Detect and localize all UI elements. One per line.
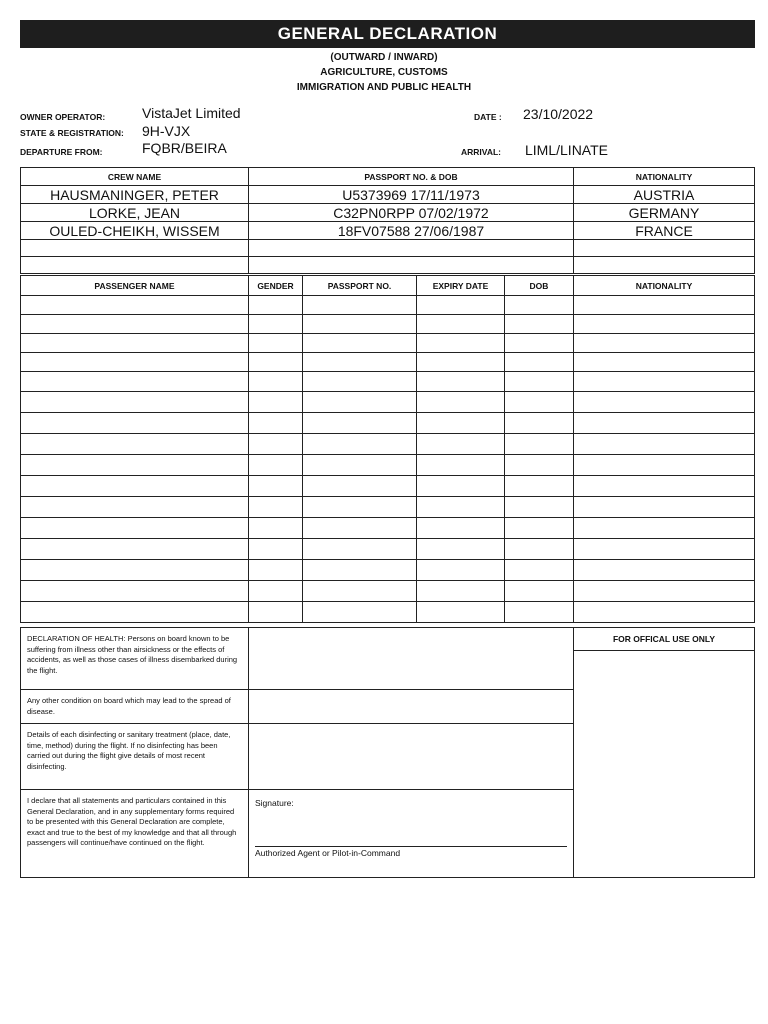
passport-no-cell[interactable] [303,413,417,434]
passenger-nationality-cell[interactable] [574,353,755,372]
crew-passport-cell: 18FV07588 27/06/1987 [249,222,574,240]
passenger-row [21,560,755,581]
passport-no-cell[interactable] [303,581,417,602]
passenger-row [21,372,755,392]
passport-no-cell[interactable] [303,539,417,560]
passenger-row [21,413,755,434]
gender-cell[interactable] [249,560,303,581]
gender-cell[interactable] [249,315,303,334]
dob-cell[interactable] [505,560,574,581]
statement-text: I declare that all statements and particulars contained in this General Declaration, and in any supplementary forms required to be presented with this General Declaration are complete, exact and true to the best of my knowledge and that all through passengers will continue/have continued on the flight. [21,790,249,878]
disinfecting-text: Details of each disinfecting or sanitary treatment (place, date, time, method) during the flight. If no disinfecting has been carried out during the flight give details of most recent disinfecting. [21,724,249,790]
expiry-date-cell[interactable] [417,560,505,581]
arrival-label: ARRIVAL: [461,147,501,157]
state-registration-value: 9H-VJX [142,123,191,139]
subtitle-direction: (OUTWARD / INWARD) [330,52,438,63]
passenger-nationality-cell[interactable] [574,372,755,392]
crew-name-cell: LORKE, JEAN [21,204,249,222]
health-declaration-field[interactable] [249,628,574,690]
passport-no-cell[interactable] [303,602,417,623]
crew-nationality-cell[interactable] [574,257,755,274]
passenger-nationality-cell[interactable] [574,497,755,518]
crew-nationality-cell: AUSTRIA [574,186,755,204]
date-label: DATE : [474,112,502,122]
expiry-date-cell[interactable] [417,497,505,518]
passenger-name-cell[interactable] [21,334,249,353]
expiry-date-cell[interactable] [417,353,505,372]
gender-cell[interactable] [249,497,303,518]
passenger-row [21,455,755,476]
gender-cell[interactable] [249,413,303,434]
passenger-row [21,353,755,372]
dob-cell[interactable] [505,296,574,315]
passenger-name-cell[interactable] [21,581,249,602]
passport-no-cell[interactable] [303,434,417,455]
passenger-nationality-cell[interactable] [574,296,755,315]
gender-cell[interactable] [249,518,303,539]
crew-row [21,240,755,257]
expiry-date-cell[interactable] [417,581,505,602]
signature-label: Signature: [255,798,294,808]
gender-cell[interactable] [249,296,303,315]
passenger-name-cell[interactable] [21,497,249,518]
state-registration-label: STATE & REGISTRATION: [20,128,124,138]
crew-name-cell[interactable] [21,240,249,257]
crew-header-row [21,168,755,186]
dob-cell[interactable] [505,518,574,539]
passenger-name-cell[interactable] [21,296,249,315]
passenger-name-cell[interactable] [21,372,249,392]
gender-cell[interactable] [249,476,303,497]
passenger-nationality-header: NATIONALITY [574,276,755,296]
crew-row [21,186,755,204]
passenger-row [21,434,755,455]
passenger-row [21,334,755,353]
passenger-name-cell[interactable] [21,518,249,539]
health-row [21,628,755,690]
crew-passport-cell: C32PN0RPP 07/02/1972 [249,204,574,222]
crew-table [20,167,755,274]
departure-value: FQBR/BEIRA [142,140,227,156]
gender-cell[interactable] [249,539,303,560]
passenger-name-header: PASSENGER NAME [21,276,249,296]
other-condition-text: Any other condition on board which may lead to the spread of disease. [21,690,249,724]
gender-header: GENDER [249,276,303,296]
passenger-nationality-cell[interactable] [574,560,755,581]
crew-row [21,257,755,274]
date-value: 23/10/2022 [523,106,594,122]
passenger-row [21,602,755,623]
dob-cell[interactable] [505,434,574,455]
crew-passport-cell: U5373969 17/11/1973 [249,186,574,204]
passenger-row [21,315,755,334]
passenger-nationality-cell[interactable] [574,434,755,455]
passenger-name-cell[interactable] [21,315,249,334]
expiry-date-cell[interactable] [417,413,505,434]
gender-cell[interactable] [249,353,303,372]
dob-cell[interactable] [505,413,574,434]
dob-cell[interactable] [505,581,574,602]
gender-cell[interactable] [249,392,303,413]
crew-passport-cell[interactable] [249,257,574,274]
gender-cell[interactable] [249,602,303,623]
passenger-name-cell[interactable] [21,353,249,372]
subtitle-immigration: IMMIGRATION AND PUBLIC HEALTH [296,82,472,93]
passenger-name-cell[interactable] [21,476,249,497]
expiry-date-cell[interactable] [417,518,505,539]
expiry-date-cell[interactable] [417,296,505,315]
passport-no-cell[interactable] [303,334,417,353]
dob-cell[interactable] [505,315,574,334]
expiry-date-cell[interactable] [417,434,505,455]
passenger-nationality-cell[interactable] [574,476,755,497]
crew-nationality-cell: FRANCE [574,222,755,240]
passenger-nationality-cell[interactable] [574,334,755,353]
passport-no-cell[interactable] [303,372,417,392]
passport-no-cell[interactable] [303,560,417,581]
passport-no-cell[interactable] [303,353,417,372]
dob-cell[interactable] [505,353,574,372]
signature-caption: Authorized Agent or Pilot-in-Command [255,848,401,858]
gender-cell[interactable] [249,581,303,602]
arrival-value: LIML/LINATE [525,142,608,158]
passport-no-cell[interactable] [303,296,417,315]
passenger-nationality-cell[interactable] [574,602,755,623]
health-declaration-text: DECLARATION OF HEALTH: Persons on board known to be suffering from illness other than airsickness or the effects of accidents, as well as those cases of illness disembarked during the flight. [21,628,249,690]
subtitle-agriculture: AGRICULTURE, CUSTOMS [320,67,448,78]
expiry-date-cell[interactable] [417,539,505,560]
passenger-name-cell[interactable] [21,560,249,581]
gender-cell[interactable] [249,372,303,392]
passenger-row [21,497,755,518]
expiry-date-cell[interactable] [417,602,505,623]
signature-area[interactable] [249,790,574,878]
passenger-row [21,539,755,560]
crew-nationality-cell: GERMANY [574,204,755,222]
gender-cell[interactable] [249,334,303,353]
crew-name-cell[interactable] [21,257,249,274]
gender-cell[interactable] [249,434,303,455]
crew-row [21,222,755,240]
disinfecting-field[interactable] [249,724,574,790]
passenger-nationality-cell[interactable] [574,413,755,434]
owner-operator-label: OWNER OPERATOR: [20,112,106,122]
official-use-label: FOR OFFICAL USE ONLY [574,628,754,651]
owner-operator-value: VistaJet Limited [142,105,241,121]
crew-passport-header: PASSPORT NO. & DOB [249,168,574,186]
form-title: GENERAL DECLARATION [20,20,755,48]
passenger-row [21,476,755,497]
expiry-date-cell[interactable] [417,315,505,334]
official-use-area [574,628,755,878]
crew-nationality-cell[interactable] [574,240,755,257]
passport-no-cell[interactable] [303,455,417,476]
passenger-table [20,275,755,623]
crew-name-cell: OULED-CHEIKH, WISSEM [21,222,249,240]
passenger-name-cell[interactable] [21,539,249,560]
dob-cell[interactable] [505,602,574,623]
gender-cell[interactable] [249,455,303,476]
passenger-header-row [21,276,755,296]
dob-cell[interactable] [505,476,574,497]
passport-no-cell[interactable] [303,476,417,497]
other-condition-field[interactable] [249,690,574,724]
passport-no-cell[interactable] [303,315,417,334]
passport-no-header: PASSPORT NO. [303,276,417,296]
expiry-date-cell[interactable] [417,476,505,497]
passenger-nationality-cell[interactable] [574,518,755,539]
passenger-row [21,518,755,539]
passport-no-cell[interactable] [303,392,417,413]
passport-no-cell[interactable] [303,497,417,518]
expiry-date-cell[interactable] [417,392,505,413]
dob-header: DOB [505,276,574,296]
expiry-date-cell[interactable] [417,372,505,392]
departure-label: DEPARTURE FROM: [20,147,103,157]
passenger-name-cell[interactable] [21,434,249,455]
crew-name-cell: HAUSMANINGER, PETER [21,186,249,204]
dob-cell[interactable] [505,455,574,476]
passenger-name-cell[interactable] [21,392,249,413]
crew-passport-cell[interactable] [249,240,574,257]
expiry-date-header: EXPIRY DATE [417,276,505,296]
passenger-row [21,296,755,315]
dob-cell[interactable] [505,334,574,353]
passenger-row [21,581,755,602]
passport-no-cell[interactable] [303,518,417,539]
expiry-date-cell[interactable] [417,455,505,476]
crew-row [21,204,755,222]
passenger-name-cell[interactable] [21,455,249,476]
declaration-table [20,627,755,878]
crew-name-header: CREW NAME [21,168,249,186]
passenger-nationality-cell[interactable] [574,581,755,602]
dob-cell[interactable] [505,497,574,518]
dob-cell[interactable] [505,392,574,413]
crew-nationality-header: NATIONALITY [574,168,755,186]
dob-cell[interactable] [505,539,574,560]
passenger-nationality-cell[interactable] [574,539,755,560]
passenger-name-cell[interactable] [21,602,249,623]
passenger-row [21,392,755,413]
expiry-date-cell[interactable] [417,334,505,353]
passenger-nationality-cell[interactable] [574,455,755,476]
passenger-name-cell[interactable] [21,413,249,434]
passenger-nationality-cell[interactable] [574,392,755,413]
dob-cell[interactable] [505,372,574,392]
passenger-nationality-cell[interactable] [574,315,755,334]
